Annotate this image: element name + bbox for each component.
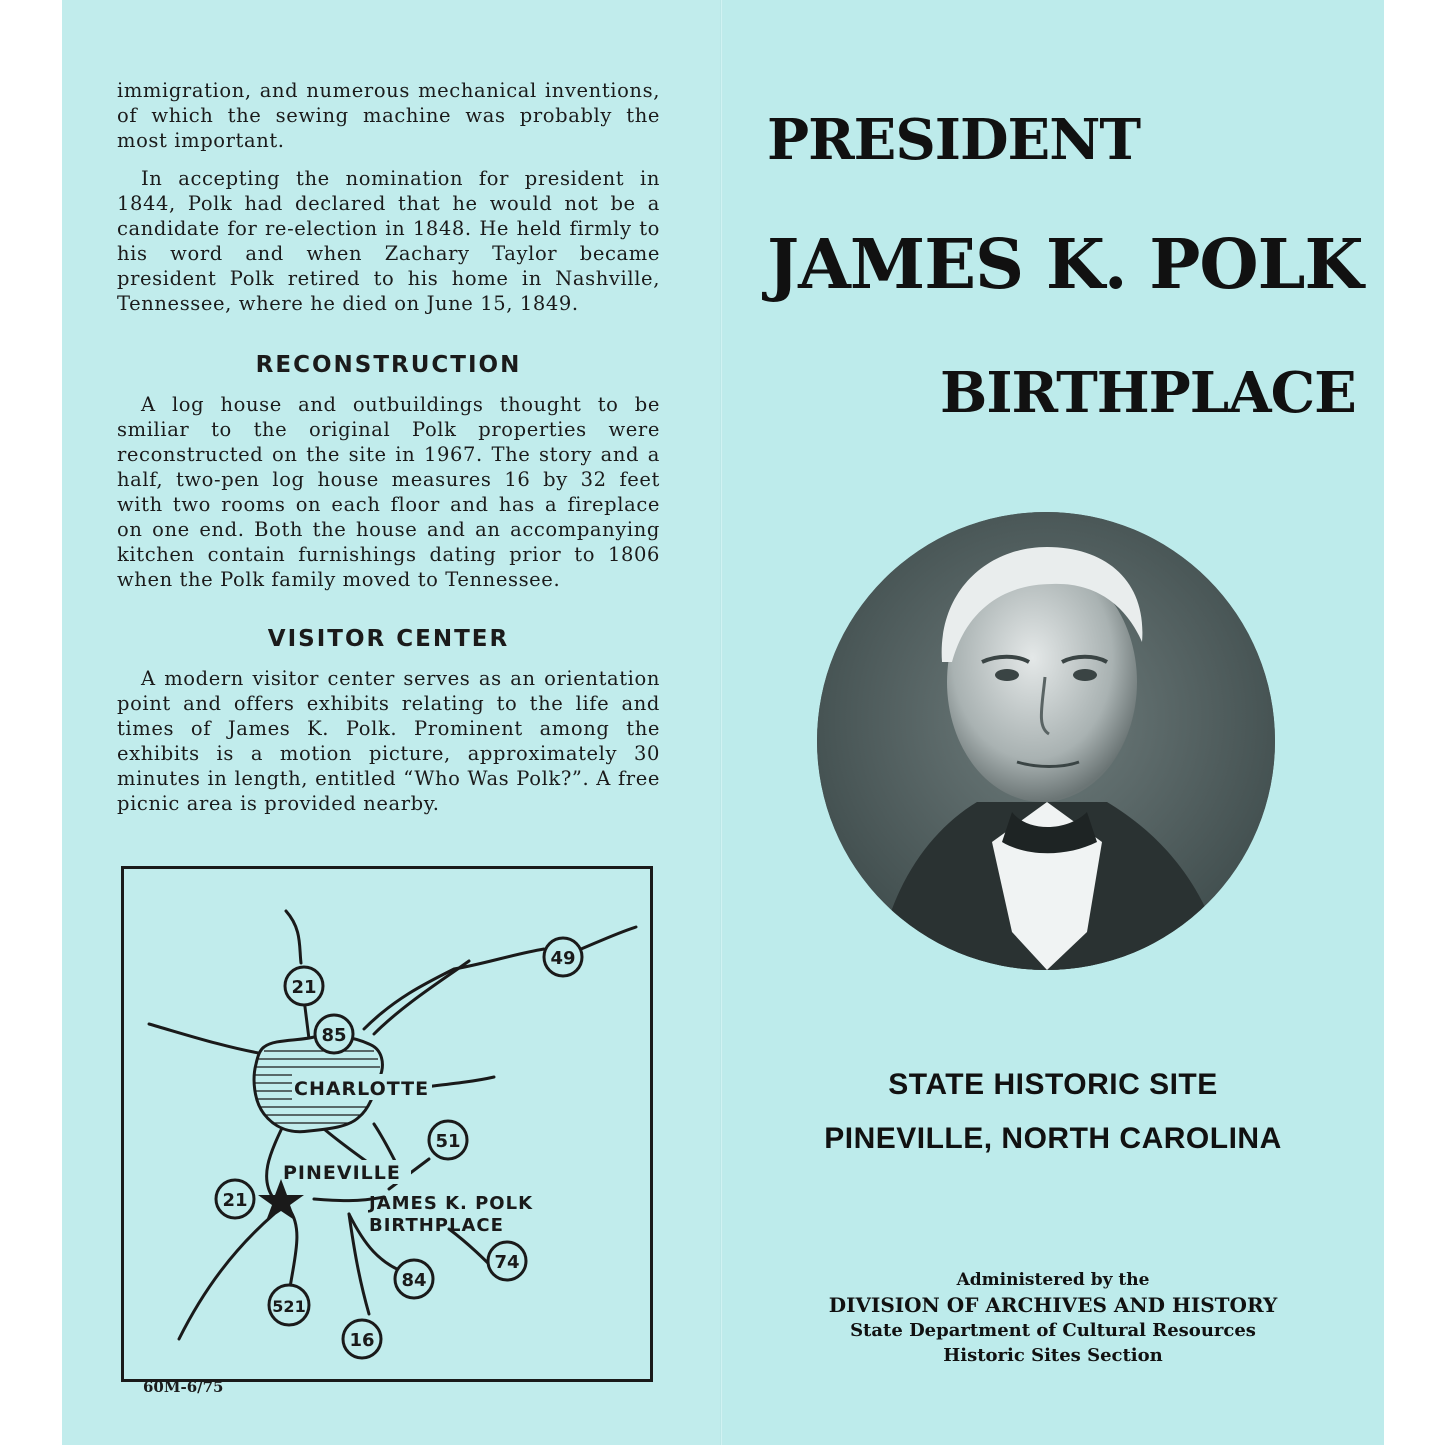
title-name: JAMES K. POLK (767, 225, 1363, 305)
road-west (149, 1024, 264, 1054)
route-521-label: 521 (272, 1297, 306, 1316)
admin-line-3: State Department of Cultural Resources (850, 1320, 1256, 1341)
visitor-center-paragraph: A modern visitor center serves as an orientation point and offers exhibits relating to the life and times of James K. Polk. Prominent among the exhibits is a motion picture, approximately 30 minutes in length, entitled “Who Was Polk?”. A free picnic area is provided nearby. (117, 667, 660, 815)
visitor-center-heading: VISITOR CENTER (267, 626, 510, 652)
title-president: PRESIDENT (767, 107, 1141, 173)
route-74-label: 74 (494, 1252, 520, 1273)
charlotte-label: CHARLOTTE (294, 1078, 430, 1100)
route-51-label: 51 (435, 1131, 461, 1152)
reconstruction-heading: RECONSTRUCTION (255, 352, 522, 378)
road-85-spur (374, 961, 469, 1034)
title-birthplace: BIRTHPLACE (940, 360, 1356, 426)
route-84-label: 84 (401, 1270, 427, 1291)
road-521 (289, 1209, 297, 1294)
route-85-label: 85 (321, 1025, 347, 1046)
road-southwest (179, 1214, 274, 1339)
location-map (121, 866, 653, 1382)
intro-paragraph: immigration, and numerous mechanical inventions, of which the sewing machine was probably the most important. (117, 79, 660, 152)
admin-line-2: DIVISION OF ARCHIVES AND HISTORY (828, 1293, 1278, 1317)
map-drawing (124, 869, 650, 1379)
admin-line-1: Administered by the (956, 1270, 1150, 1290)
reconstruction-paragraph: A log house and outbuildings thought to be smiliar to the original Polk properties were reconstructed on the site in 1967. The story and a half, two-pen log house measures 16 by 32 feet with two rooms on each floor and has a fireplace on one end. Both the house and an accompanying kitchen contain furnishings dating prior to 1806 when the Polk family moved to Tennessee. (117, 393, 660, 591)
fold-line (720, 0, 723, 1445)
portrait-engraving (817, 512, 1275, 970)
subtitle-site: STATE HISTORIC SITE (888, 1068, 1218, 1101)
birthplace-label-line1: JAMES K. POLK (369, 1193, 534, 1214)
polk-portrait (817, 512, 1275, 970)
route-21-south-label: 21 (222, 1190, 248, 1211)
route-21-north-label: 21 (291, 977, 317, 998)
pineville-label: PINEVILLE (283, 1162, 401, 1184)
admin-line-4: Historic Sites Section (943, 1345, 1163, 1366)
road-21-north (286, 911, 301, 963)
route-49-label: 49 (550, 948, 576, 969)
birthplace-label-line2: BIRTHPLACE (369, 1215, 504, 1236)
road-16 (349, 1214, 369, 1314)
subtitle-location: PINEVILLE, NORTH CAROLINA (824, 1122, 1282, 1155)
print-code: 60M-6/75 (143, 1378, 224, 1396)
nomination-paragraph: In accepting the nomination for president in 1844, Polk had declared that he would not be a candidate for re-election in 1848. He held firmly to his word and when Zachary Taylor became president Polk retired to his home in Nashville, Tennessee, where he died on June 15, 1849. (117, 167, 660, 315)
route-16-label: 16 (349, 1330, 375, 1351)
birthplace-star-icon (258, 1179, 304, 1221)
